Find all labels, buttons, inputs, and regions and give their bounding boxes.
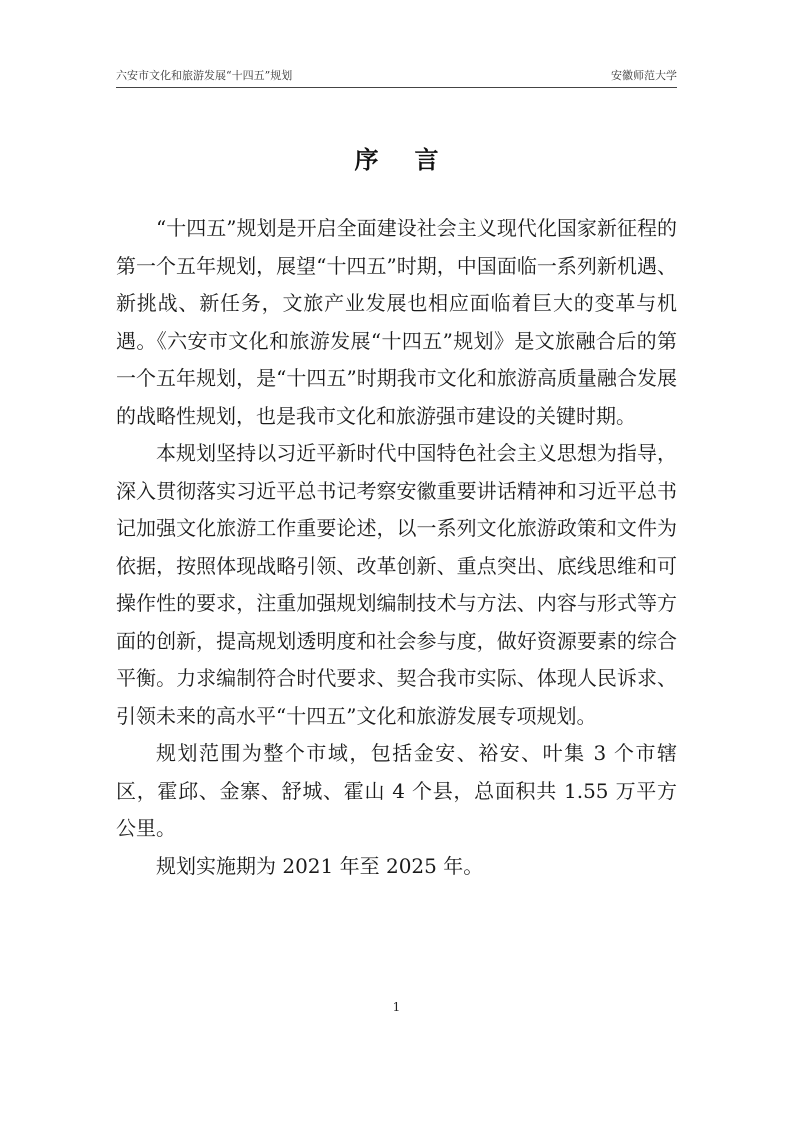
page-number: 1: [392, 1000, 401, 1014]
header-document-title: 六安市文化和旅游发展“十四五”规划: [116, 69, 293, 82]
section-title: 序言: [354, 146, 475, 174]
body-text: [116, 210, 677, 885]
page-header: [116, 66, 677, 88]
paragraph-guidance: 本规划坚持以习近平新时代中国特色社会主义思想为指导，深入贯彻落实习近平总书记考察安徽重要讲话精神和习近平总书记加强文化旅游工作重要论述，以一系列文化旅游政策和文件为依据，按照体现战略引领、改革创新、重点突出、底线思维和可操作性的要求，注重加强规划编制技术与方法、内容与形式等方面的创新，提高规划透明度和社会参与度，做好资源要素的综合平衡。力求编制符合时代要求、契合我市实际、体现人民诉求、引领未来的高水平“十四五”文化和旅游发展专项规划。: [116, 441, 677, 728]
paragraph-scope: 规划范围为整个市域，包括金安、裕安、叶集 3 个市辖区，霍邱、金寨、舒城、霍山 4 个县，总面积共 1.55 万平方公里。: [116, 741, 677, 840]
paragraph-period: 规划实施期为 2021 年至 2025 年。: [156, 853, 484, 878]
paragraph-intro: “十四五”规划是开启全面建设社会主义现代化国家新征程的第一个五年规划，展望“十四五”时期，中国面临一系列新机遇、新挑战、新任务，文旅产业发展也相应面临着巨大的变革与机遇。《六安市文化和旅游发展“十四五”规划》是文旅融合后的第一个五年规划，是“十四五”时期我市文化和旅游高质量融合发展的战略性规划，也是我市文化和旅游强市建设的关键时期。: [116, 216, 677, 428]
header-institution: 安徽师范大学: [611, 69, 677, 82]
